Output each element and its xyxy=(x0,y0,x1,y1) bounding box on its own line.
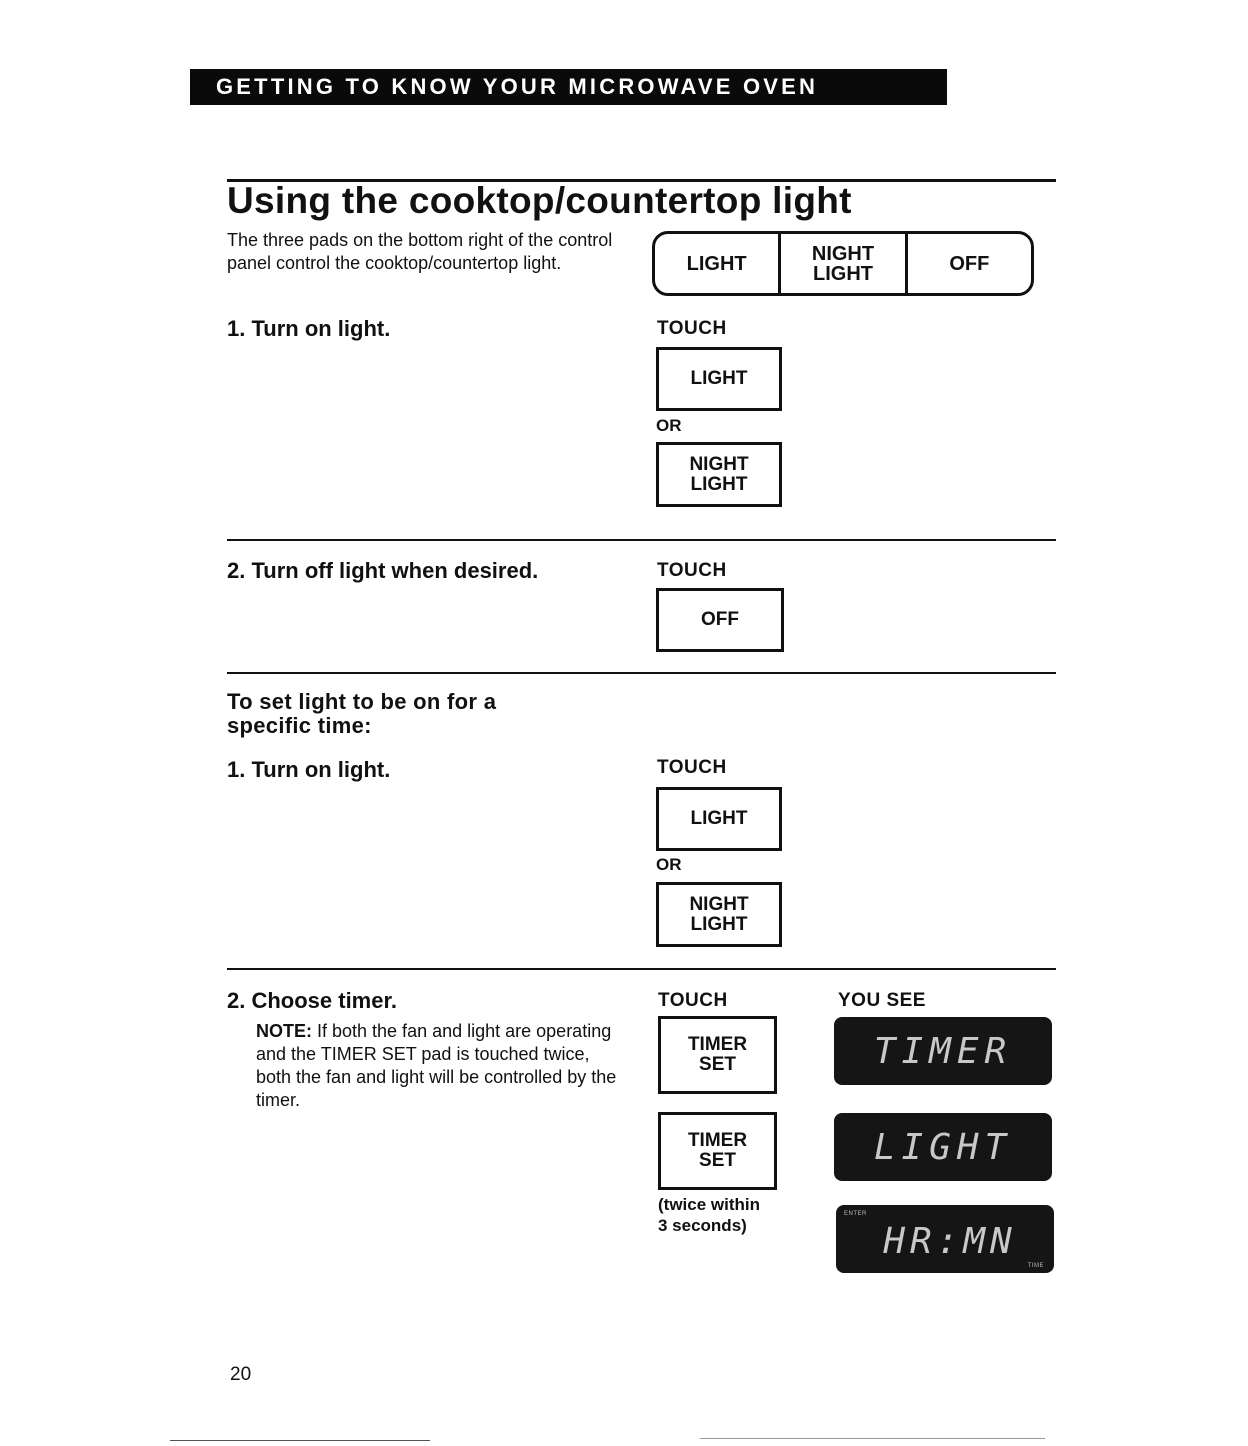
timer-set-pad: TIMER SET xyxy=(658,1016,777,1094)
page-title: Using the cooktop/countertop light xyxy=(227,180,852,221)
scan-line xyxy=(700,1438,1045,1439)
or-label: OR xyxy=(656,855,682,874)
step-turn-on-light: 1. Turn on light. xyxy=(227,316,391,341)
touch-label: TOUCH xyxy=(657,757,727,778)
display-timer-text: TIMER xyxy=(873,1031,1013,1072)
light-pad: LIGHT xyxy=(656,347,782,411)
touch-label: TOUCH xyxy=(658,990,728,1011)
you-see-label: YOU SEE xyxy=(838,990,926,1011)
display-enter-label: ENTER xyxy=(844,1211,867,1217)
timer-set-pad: TIMER SET xyxy=(658,1112,777,1190)
display-timer xyxy=(834,1017,1052,1085)
timer-note: NOTE: If both the fan and light are operating and the TIMER SET pad is touched twice, both the fan and light will be controlled by the timer. xyxy=(256,1021,617,1110)
off-pad: OFF xyxy=(656,588,784,652)
divider xyxy=(227,539,1056,541)
control-panel-diagram xyxy=(652,231,1034,296)
divider xyxy=(227,672,1056,674)
display-hr-mn xyxy=(836,1205,1054,1273)
intro-text: The three pads on the bottom right of the control panel control the cooktop/countertop light. xyxy=(227,230,613,273)
scan-line xyxy=(170,1440,430,1441)
page-number: 20 xyxy=(230,1364,252,1385)
display-light-text: LIGHT xyxy=(873,1127,1013,1168)
display-time-label: TIME xyxy=(1027,1263,1044,1269)
display-hr-mn-text: HR:MN xyxy=(883,1221,1017,1262)
touch-label: TOUCH xyxy=(657,318,727,339)
timed-light-heading: To set light to be on for a specific time: xyxy=(227,689,497,738)
divider xyxy=(227,968,1056,970)
step-choose-timer: 2. Choose timer. xyxy=(227,988,397,1013)
light-pad: LIGHT xyxy=(656,787,782,851)
night-light-pad: NIGHT LIGHT xyxy=(656,442,782,507)
panel-night-light-pad: NIGHT LIGHT xyxy=(778,234,904,293)
or-label: OR xyxy=(656,416,682,435)
touch-label: TOUCH xyxy=(657,560,727,581)
panel-light-pad: LIGHT xyxy=(686,252,747,275)
step-turn-on-light: 1. Turn on light. xyxy=(227,757,391,782)
step-turn-off-light: 2. Turn off light when desired. xyxy=(227,558,539,583)
twice-note: (twice within 3 seconds) xyxy=(658,1195,760,1235)
night-light-pad: NIGHT LIGHT xyxy=(656,882,782,947)
panel-off-pad: OFF xyxy=(905,234,1031,293)
display-light xyxy=(834,1113,1052,1181)
section-banner: GETTING TO KNOW YOUR MICROWAVE OVEN xyxy=(190,69,947,105)
